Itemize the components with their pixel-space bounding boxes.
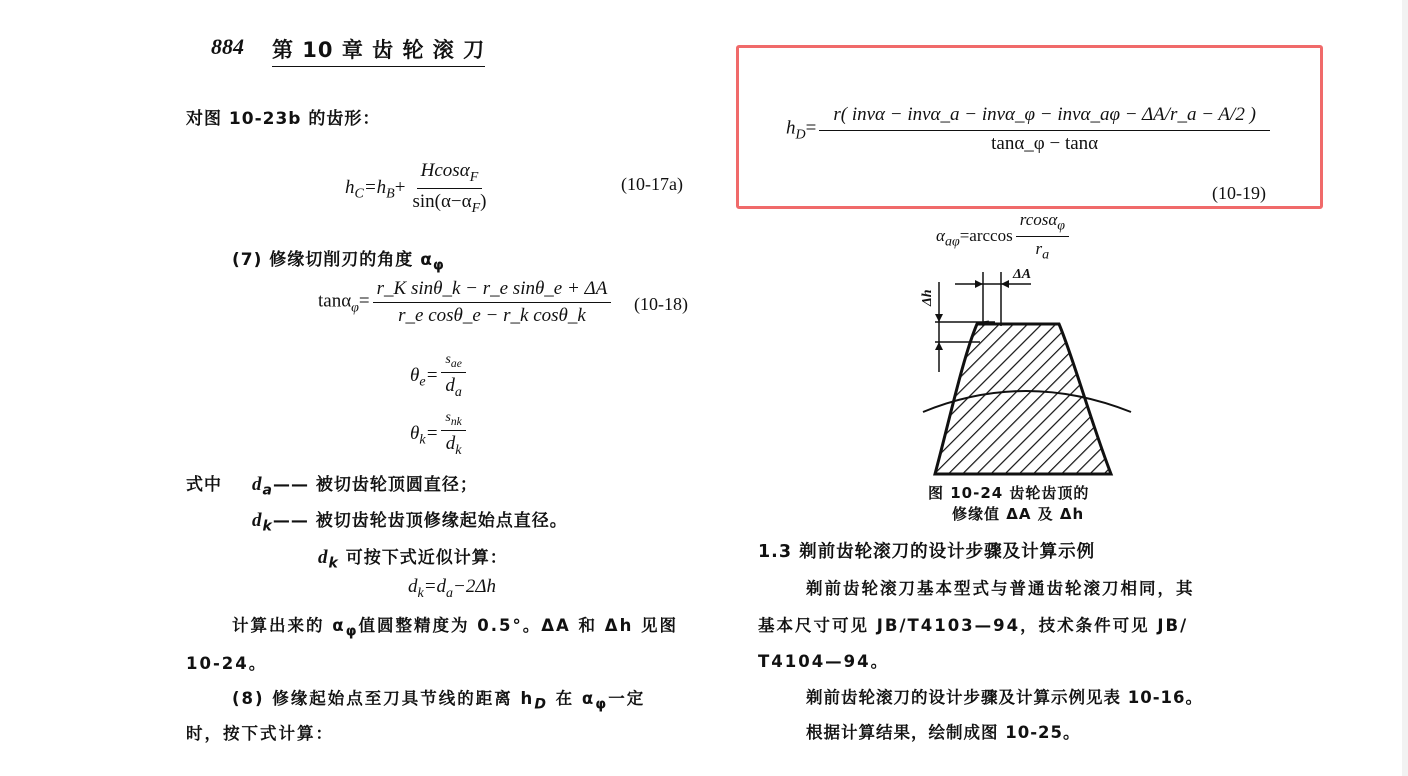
dh-arrow-head-top [935, 314, 943, 322]
figure-caption-line-2: 修缘值 ΔA 及 Δh [952, 505, 1085, 523]
item-8-line-1: (8) 修缘起始点至刀具节线的距离 $h_D$ 在 $\alpha_\varphi$一定 [232, 689, 646, 713]
item-8-line-2: 时，按下式计算： [186, 724, 334, 743]
equation-10-17a: $h_C=h_B+$ $\frac{Hcos\alpha_F}{\sin(\alpha-\alpha_F)}$ [345, 160, 487, 216]
page-number: 884 [211, 34, 244, 59]
para-2: 剃前齿轮滚刀的设计步骤及计算示例见表 10-16。 [806, 688, 1204, 707]
label-dh: Δh [920, 289, 935, 306]
equation-dk: $d_k=d_a-2\Delta h$ [408, 576, 497, 601]
item-7-heading: (7) 修缘切削刃的角度 $\alpha_\varphi$ [232, 250, 445, 274]
calc-text-line-1: 计算出来的 $\alpha_\varphi$值圆整精度为 0.5°。ΔA 和 Δh 见图 [232, 616, 679, 640]
definition-da: $d_a——$ 被切齿轮顶圆直径； [252, 474, 478, 499]
para-1-line-1: 剃前齿轮滚刀基本型式与普通齿轮滚刀相同，其 [806, 579, 1195, 598]
where-label: 式中 [186, 475, 222, 495]
da-arrow-head-right [1001, 280, 1009, 288]
figure-caption-line-1: 图 10-24 齿轮齿顶的 [928, 484, 1090, 502]
equation-number: (10-18) [634, 294, 688, 314]
label-da: ΔA [1013, 267, 1032, 282]
chapter-title: 第 10 章 齿 轮 滚 刀 [272, 34, 485, 67]
dk-approximation: $d_k$ 可按下式近似计算： [318, 547, 508, 572]
definition-dk: $d_k——$ 被切齿轮齿顶修缘起始点直径。 [252, 510, 568, 535]
equation-number: (10-17a) [621, 174, 683, 194]
intro-text: 对图 10-23b 的齿形： [186, 109, 381, 129]
equation-theta-k: $\theta_k=$ $\frac{s_{nk}}{d_k}$ [410, 410, 469, 459]
vertical-scrollbar[interactable] [1402, 0, 1408, 776]
dh-arrow-head-bottom [935, 342, 943, 350]
equation-10-18: tanα$_\varphi$= $\frac{\text{r\_K sinθ\_k − r\_e sinθ\_e + ΔA}}{\text{r\_e cosθ\_e − r\_k cosθ\_k}}$ [318, 278, 614, 327]
section-heading: 1.3 剃前齿轮滚刀的设计步骤及计算示例 [758, 542, 1096, 562]
equation-theta-e: $\theta_e=$ $\frac{s_{ae}}{d_a}$ [410, 352, 469, 401]
calc-text-line-2: 10-24。 [186, 654, 268, 673]
gear-tooth-figure [905, 262, 1145, 482]
para-3: 根据计算结果，绘制成图 10-25。 [806, 723, 1081, 742]
equation-number: (10-19) [1212, 183, 1266, 203]
equation-10-19: $h_D=$ $\frac{\text{r( invα − invα\_a − invα\_φ − invα\_aφ − ΔA/r\_a − A/2 )}}{\tan\alpha\_\varphi - \tan\alpha}$ [786, 104, 1273, 155]
para-1-line-2: 基本尺寸可见 JB/T4103—94，技术条件可见 JB/ [758, 616, 1189, 635]
da-arrow-head-left [975, 280, 983, 288]
equation-alpha-af: $\alpha_{a\varphi}=\arccos$ $\frac{rcos\alpha_\varphi}{r_a}$ [936, 210, 1072, 264]
para-1-line-3: T4104—94。 [758, 652, 890, 671]
